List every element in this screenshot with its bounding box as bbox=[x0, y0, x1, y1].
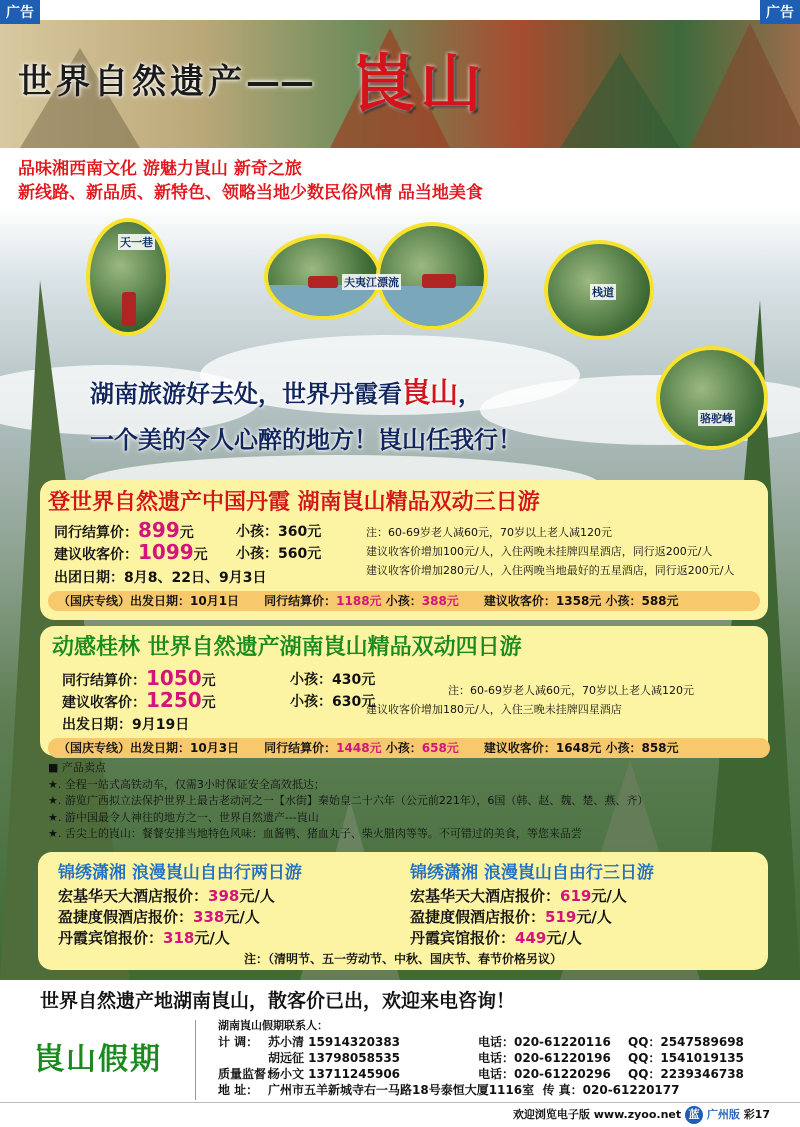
tour1-retail-child: 小孩：560元 bbox=[236, 546, 322, 562]
price-row: 宏基华天大酒店报价：619元/人 bbox=[410, 887, 627, 905]
tour2-dates: 出发日期：9月19日 bbox=[62, 717, 190, 733]
contact-row: 胡远征 13798058535 电话：020-61220196 QQ：1541019135 bbox=[268, 1051, 744, 1065]
footer-edition: 广州版 bbox=[706, 1108, 740, 1121]
tour-three-day-title: 登世界自然遗产中国丹霞 湖南崀山精品双动三日游 bbox=[48, 490, 540, 515]
feature-item: ★. 游中国最令人神往的地方之一、世界自然遗产---崀山 bbox=[48, 810, 319, 824]
tour2-note-2: 建议收客价增加180元/人，入住三晚未挂牌四星酒店 bbox=[366, 703, 622, 716]
free-travel-two-day bbox=[58, 858, 302, 949]
ad-tag-left: 广告 bbox=[0, 0, 40, 24]
footer bbox=[513, 1106, 770, 1124]
tour1-note-1: 注：60-69岁老人减60元，70岁以上老人减120元 bbox=[366, 526, 612, 539]
brand-name: 崀山假期 bbox=[34, 1042, 162, 1077]
tour1-dates: 出团日期：8月8、22日、9月3日 bbox=[54, 570, 267, 586]
footer-divider bbox=[0, 1102, 800, 1103]
tour-three-day-box bbox=[40, 480, 768, 620]
banner-title: 世界自然遗产—— bbox=[18, 62, 314, 102]
free-travel-box bbox=[38, 852, 768, 970]
free-two-day-title: 锦绣潇湘 浪漫崀山自由行两日游 bbox=[58, 863, 302, 883]
tour1-peer-price: 同行结算价：899元 bbox=[54, 518, 194, 542]
banner-big-title: 崀山 bbox=[352, 47, 489, 120]
footer-text: 欢迎浏览电子版 www.zyoo.net bbox=[512, 1108, 682, 1121]
tour1-national-day-bar: （国庆专线）出发日期：10月1日 同行结算价：1188元 小孩：388元 建议收客价：1358元 小孩：588元 bbox=[48, 591, 760, 611]
photo-plank-road: 栈道 bbox=[544, 240, 654, 340]
tour2-retail-price: 建议收客价：1250元 bbox=[62, 688, 216, 712]
contacts-header: 湖南崀山假期联系人： bbox=[218, 1019, 328, 1032]
tour-four-day-title: 动感桂林 世界自然遗产湖南崀山精品双动四日游 bbox=[52, 635, 522, 660]
headline-line-2: 一个美的令人心醉的地方！崀山任我行！ bbox=[90, 426, 522, 454]
features-title: ■ 产品卖点 bbox=[48, 761, 106, 774]
tour2-national-day-bar: （国庆专线）出发日期：10月3日 同行结算价：1448元 小孩：658元 建议收客价：1648元 小孩：858元 bbox=[48, 738, 770, 758]
free-travel-three-day bbox=[410, 858, 654, 949]
price-row: 宏基华天大酒店报价：398元/人 bbox=[58, 887, 275, 905]
price-row: 丹霞宾馆报价：318元/人 bbox=[58, 929, 230, 947]
tour2-retail-child: 小孩：630元 bbox=[290, 694, 376, 710]
contacts-block bbox=[218, 1018, 744, 1098]
call-to-action: 世界自然遗产地湖南崀山，散客价已出，欢迎来电咨询！ bbox=[40, 990, 516, 1012]
photo-label-fuyi-river: 夫夷江漂流 bbox=[344, 276, 399, 289]
tour1-note-3: 建议收客价增加280元/人，入住两晚当地最好的五星酒店，同行返200元/人 bbox=[366, 564, 735, 577]
contact-row: 计 调： 苏小清 15914320383 电话：020-61220116 QQ：2547589698 bbox=[218, 1035, 744, 1049]
price-row: 丹霞宾馆报价：449元/人 bbox=[410, 929, 582, 947]
tour2-note-1: 注：60-69岁老人减60元，70岁以上老人减120元 bbox=[448, 684, 694, 697]
header-banner bbox=[0, 20, 800, 148]
tour2-peer-price: 同行结算价：1050元 bbox=[62, 666, 216, 690]
photo-camel-peak: 骆驼峰 bbox=[656, 346, 768, 450]
tour-four-day-box bbox=[40, 626, 768, 756]
price-row: 盈捷度假酒店报价：519元/人 bbox=[410, 908, 612, 926]
free-travel-note: 注：（清明节、五一劳动节、中秋、国庆节、春节价格另议） bbox=[243, 952, 562, 966]
free-three-day-title: 锦绣潇湘 浪漫崀山自由行三日游 bbox=[410, 863, 654, 883]
newspaper-logo-icon: 蓝 bbox=[685, 1106, 703, 1124]
contact-row: 质量监督：杨小文 13711245906 电话：020-61220296 QQ：2239346738 bbox=[218, 1067, 744, 1081]
photo-tianyi-lane: 天一巷 bbox=[86, 218, 170, 336]
feature-item: ★. 游览广西拟立法保护世界上最古老动河之一【水街】秦始皇二十六年（公元前221年），6国（韩、赵、魏、楚、燕、齐） bbox=[48, 794, 649, 807]
tour1-peer-child: 小孩：360元 bbox=[236, 524, 322, 540]
footer-page: 彩17 bbox=[743, 1108, 770, 1121]
feature-item: ★. 舌尖上的崀山：餐餐安排当地特色风味：血酱鸭、猪血丸子、柴火腊肉等等。不可错过的美食，等您来品尝 bbox=[48, 827, 582, 840]
price-row: 盈捷度假酒店报价：338元/人 bbox=[58, 908, 260, 926]
slogan-line-1: 品味湘西南文化 游魅力崀山 新奇之旅 bbox=[18, 159, 302, 179]
divider bbox=[195, 1020, 196, 1100]
headline-line-1: 湖南旅游好去处，世界丹霞看崀山， bbox=[90, 376, 483, 409]
ad-tag-right: 广告 bbox=[760, 0, 800, 24]
tour1-note-2: 建议收客价增加100元/人，入住两晚未挂牌四星酒店，同行返200元/人 bbox=[366, 545, 713, 558]
tour1-retail-price: 建议收客价：1099元 bbox=[54, 540, 208, 564]
contact-address-row: 地 址： 广州市五羊新城寺右一马路18号泰恒大厦1116室 传 真：020-61220177 bbox=[218, 1083, 680, 1097]
product-features bbox=[48, 760, 768, 843]
slogan-line-2: 新线路、新品质、新特色、领略当地少数民俗风情 品当地美食 bbox=[18, 183, 483, 203]
feature-item: ★. 全程一站式高铁动车，仅需3小时保证安全高效抵达； bbox=[48, 777, 325, 791]
tour2-peer-child: 小孩：430元 bbox=[290, 672, 376, 688]
